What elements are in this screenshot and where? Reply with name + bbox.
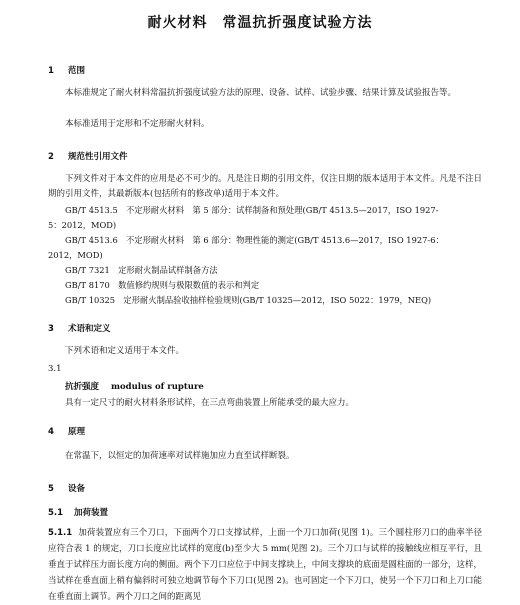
section-title: 范围 [68,66,86,76]
clause-text: 加荷装置应有三个刀口，下面两个刀口支撑试样，上面一个刀口加荷(见图 1)。三个圆柱形刀口的曲率半径应符合表 1 的规定，刀口长度应比试样的宽度(b)至少大 5 mm(见图 2)。三个刀口与试样的接触线应相互平行，且垂直于试样压力面长度方向的侧面。两个下刀口应位于中间支撑块上，中间支撑块的底面是圆柱面的一部分，这样，当试样在垂直面上稍有偏斜时可独立地调节每个下刀口(见图 2)。也可固定一个下刀口，使另一个下刀口和上刀口能在垂直面上调节。两个刀口之间的距离见 [48,528,482,602]
section-1-heading [48,64,85,76]
section-2-heading [48,150,128,162]
section-1-paragraph-2: 本标准适用于定形和不定形耐火材料。 [65,119,210,129]
section-4-heading [48,425,85,437]
section-4-paragraph: 在常温下，以恒定的加荷速率对试样施加应力直至试样断裂。 [65,451,295,461]
section-3-heading [48,322,111,334]
clause-number: 5.1.1 [48,528,73,538]
reference-continuation: 5：2012，MOD) [48,220,117,230]
section-title: 规范性引用文件 [68,152,128,162]
subsection-5-1-heading [48,506,108,518]
section-title: 术语和定义 [68,324,111,334]
section-title: 原理 [68,427,86,437]
section-number: 3 [48,324,54,334]
reference-item: GB/T 4513.5 不定形耐火材料 第 5 部分：试样制备和预处理(GB/T 4513.5—2017，ISO 1927- [65,205,439,215]
clause-5-1-1 [48,525,482,605]
page-title: 耐火材料 常温抗折强度试验方法 [147,15,373,31]
reference-continuation: 2012，MOD) [48,250,103,260]
section-number: 2 [48,152,54,162]
section-3-intro: 下列术语和定义适用于本文件。 [65,346,185,356]
section-title: 设备 [68,484,86,494]
term-number: 3.1 [48,364,62,374]
reference-item: GB/T 4513.6 不定形耐火材料 第 6 部分：物理性能的测定(GB/T 4513.6—2017，ISO 1927-6： [65,235,444,245]
subsection-number: 5.1 [48,508,64,518]
reference-item: GB/T 10325 定形耐火制品验收抽样检验规则(GB/T 10325—2012，ISO 5022：1979，NEQ) [65,295,432,305]
term-chinese: 抗折强度 [65,382,100,392]
reference-item: GB/T 8170 数值修约规则与极限数值的表示和判定 [65,280,260,290]
section-5-heading [48,482,85,494]
section-1-paragraph-1: 本标准规定了耐火材料常温抗折强度试验方法的原理、设备、试样、试验步骤、结果计算及试验报告等。 [65,88,457,98]
section-number: 1 [48,66,54,76]
section-2-intro: 下列文件对于本文件的应用是必不可少的。凡是注日期的引用文件，仅注日期的版本适用于本文件。凡是不注日期的引用文件，其最新版本(包括所有的修改单)适用于本文件。 [48,174,482,199]
subsection-title: 加荷装置 [74,508,109,518]
term-definition: 具有一定尺寸的耐火材料条形试样，在三点弯曲装置上所能承受的最大应力。 [65,398,355,408]
term-entry [65,380,204,392]
term-english: modulus of rupture [111,382,204,392]
section-number: 5 [48,484,54,494]
section-number: 4 [48,427,54,437]
reference-item: GB/T 7321 定形耐火制品试样制备方法 [65,265,218,275]
